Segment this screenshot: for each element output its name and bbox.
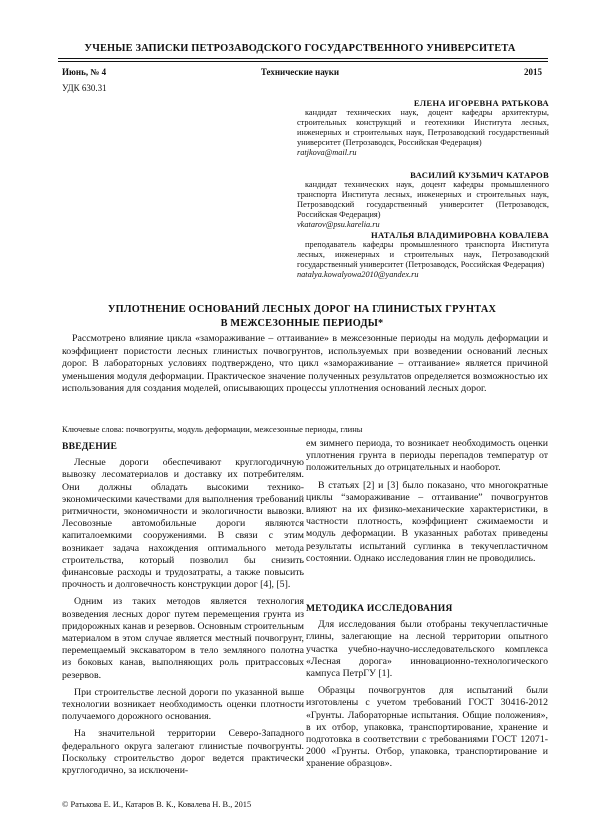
author-email[interactable]: vkatarov@psu.karelia.ru <box>297 220 380 229</box>
journal-section: Технические науки <box>260 67 340 77</box>
author-email[interactable]: ratjkova@mail.ru <box>297 148 357 157</box>
author-name: ЕЛЕНА ИГОРЕВНА РАТЬКОВА <box>413 98 549 108</box>
article-title-line: УПЛОТНЕНИЕ ОСНОВАНИЙ ЛЕСНЫХ ДОРОГ НА ГЛИНИСТЫХ ГРУНТАХ <box>107 304 497 315</box>
author-block <box>297 230 549 280</box>
copyright-notice: © Ратькова Е. И., Катаров В. К., Ковалева Н. В., 2015 <box>62 800 252 809</box>
paragraph: ем зимнего периода, то возникает необходимость оценки уплотнения грунта в периоды перепадов температур от положительных до отрицательных и наоборот. <box>306 438 548 474</box>
paragraph: Образцы почвогрунтов для испытаний были изготовлены с учетом требований ГОСТ 30416-2012 «Грунты. Лабораторные испытания. Общие положения», в их отбор, упаковка, транспортирование, хранение и подготовка в соответствии с требованиями ГОСТ 12071-2000 «Грунты. Отбор, упаковка, транспортирование и хранение образцов». <box>306 685 548 770</box>
section-heading-methods: МЕТОДИКА ИССЛЕДОВАНИЯ <box>306 603 453 614</box>
journal-title: УЧЕНЫЕ ЗАПИСКИ ПЕТРОЗАВОДСКОГО ГОСУДАРСТВЕННОГО УНИВЕРСИТЕТА <box>84 43 516 54</box>
author-affiliation: кандидат технических наук, доцент кафедры промышленного транспорта Института лесных, инженерных и строительных наук, Петрозаводский государственный университет (Петрозаводск, Российская Федерация) <box>297 180 549 219</box>
author-block <box>297 98 549 158</box>
author-block <box>297 170 549 230</box>
header-rule-top <box>58 58 548 59</box>
keywords: Ключевые слова: почвогрунты, модуль деформации, межсезонные периоды, глины <box>62 424 363 434</box>
issue-number: Июнь, № 4 <box>62 67 107 77</box>
author-affiliation: преподаватель кафедры промышленного транспорта Института лесных, инженерных и строительных наук, Петрозаводский государственный университет (Петрозаводск, Российская Федерация) <box>297 240 549 269</box>
paragraph: На значительной территории Северо-Западного федерального округа залегают глинистые почвогрунты. Поскольку строительство дорог ведется практически круглогодично, за исключени- <box>62 728 304 777</box>
paragraph: Лесные дороги обеспечивают круглогодичную вывозку лесоматериалов и доставку их потребителям. Они должны обладать высокими технико-экономическими качествами для выполнения требований ритмичности, экономичности и экологичности вывозки. Лесовозные автомобильные дороги являются капиталоемкими сооружениями. В связи с этим возникает задача нахождения оптимального метода строительства, который позволил бы снизить финансовые расходы и трудозатраты, а также повысить прочность и долговечность конструкции дорог [4], [5]. <box>62 457 304 591</box>
author-name: НАТАЛЬЯ ВЛАДИМИРОВНА КОВАЛЕВА <box>370 230 549 240</box>
section-heading-intro: ВВЕДЕНИЕ <box>62 441 118 452</box>
publication-year: 2015 <box>524 67 542 77</box>
author-name: ВАСИЛИЙ КУЗЬМИЧ КАТАРОВ <box>410 170 549 180</box>
paragraph: При строительстве лесной дороги по указанной выше технологии возникает необходимость оценки плотности получаемого дорожного основания. <box>62 686 304 723</box>
paragraph: В статьях [2] и [3] было показано, что многократные циклы “замораживание – оттаивание” почвогрунтов влияют на их физико-механические характеристики, в частности плотность, коэффициент сжимаемости и модуль деформации. В указанных работах приведены результаты испытаний суглинка в текучепластичном состоянии. Однако исследования глин не проводились. <box>306 479 548 564</box>
abstract: Рассмотрено влияние цикла «замораживание – оттаивание» в межсезонные периоды на модуль деформации и коэффициент пористости лесных глинистых почвогрунтов, используемых при возведении оснований лесных дорог. В лабораторных условиях подтверждено, что цикл «замораживание – оттаивание» является причиной уменьшения модуля деформации. Практическое значение полученных результатов определяется возможностью их использования для создания моделей, описывающих процессы уплотнения оснований лесных дорог. <box>62 333 548 395</box>
left-column <box>62 438 304 782</box>
right-column <box>306 438 548 570</box>
header-rule-bottom <box>58 61 548 62</box>
paragraph: Одним из таких методов является технология возведения лесных дорог путем перемещения грунта из придорожных канав и резервов. Основным строительным материалом в этом случае является местный почвогрунт, перемещаемый экскаватором в тело земляного полотна из боковых канав, выполняющих роль притрассовых резервов. <box>62 596 305 681</box>
article-title <box>60 303 544 331</box>
author-affiliation: кандидат технических наук, доцент кафедры архитектуры, строительных конструкций и геотехники Института лесных, инженерных и строительных наук, Петрозаводский государственный университет (Петрозаводск, Российская Федерация) <box>297 108 549 147</box>
right-column-methods <box>306 600 548 776</box>
paragraph: Для исследования были отобраны текучепластичные глины, залегающие на лесной территории опытного участка учебно-научно-исследовательского комплекса «Лесная дорога» инновационно-технологического кампуса ПетрГУ [1]. <box>306 619 548 680</box>
udk-code: УДК 630.31 <box>62 83 107 93</box>
article-title-line: В МЕЖСЕЗОННЫЕ ПЕРИОДЫ* <box>220 318 384 329</box>
author-email[interactable]: natalya.kowalyowa2010@yandex.ru <box>297 270 419 279</box>
